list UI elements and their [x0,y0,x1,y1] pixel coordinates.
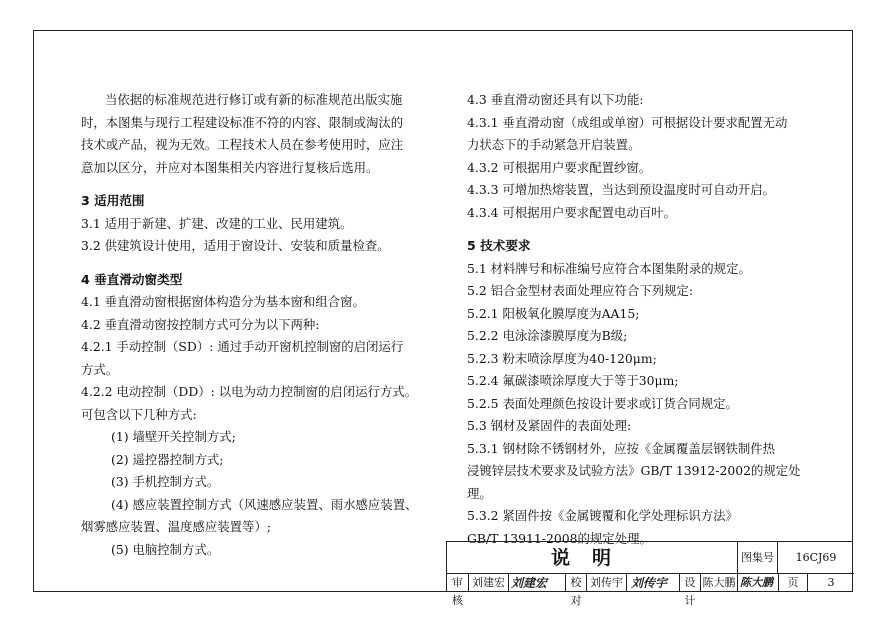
designer-signature: 陈大鹏 [740,576,773,589]
clause-line: 4.2 垂直滑动窗按控制方式可分为以下两种: [81,316,320,332]
clause-line: 5.2.1 阳极氧化膜厚度为AA15; [467,305,640,321]
section-4-heading: 4 垂直滑动窗类型 [81,271,183,287]
designer-name: 陈大鹏 [701,574,738,592]
check-label: 校对 [565,574,587,592]
clause-line: 4.3 垂直滑动窗还具有以下功能: [467,92,644,107]
clause-line: 3.1 适用于新建、扩建、改建的工业、民用建筑。 [81,215,353,231]
clause-line: 4.1 垂直滑动窗根据窗体构造分为基本窗和组合窗。 [81,294,365,309]
clause-line: 5.3.2 紧固件按《金属镀覆和化学处理标识方法》 [467,508,738,523]
clause-line: 4.2.2 电动控制（DD）: 以电为动力控制窗的启闭运行方式。 [81,384,418,399]
intro-line: 时，本图集与现行工程建设标准不符的内容、限制或淘汰的 [81,114,404,130]
clause-line: 力状态下的手动紧急开启装置。 [467,137,641,152]
clause-line: GB/T 13911-2008的规定处理。 [467,530,652,546]
drawing-title: 说明 [447,542,738,574]
clause-line: 3.2 供建筑设计使用，适用于窗设计、安装和质量检查。 [81,238,390,253]
clause-line: 5.3 钢材及紧固件的表面处理: [467,418,632,433]
clause-line: 5.2.3 粉末喷涂厚度为40-120μm; [467,350,657,366]
clause-line: 可包含以下几种方式: [81,406,197,422]
section-3-heading: 3 适用范围 [81,193,145,208]
page-label: 页 [778,574,808,592]
list-item: (5) 电脑控制方式。 [111,541,220,557]
checker-name: 刘传宇 [587,574,627,592]
intro-line: 当依据的标准规范进行修订或有新的标准规范出版实施 [105,92,403,107]
list-item: (2) 遥控器控制方式; [111,451,224,467]
list-item: (4) 感应装置控制方式（风速感应装置、雨水感应装置、 [111,496,418,512]
checker-signature: 刘传宇 [631,576,668,590]
page-number: 3 [827,576,835,589]
reviewer-signature: 刘建宏 [511,576,548,590]
clause-line: 4.3.3 可增加热熔装置，当达到预设温度时可自动开启。 [467,182,776,197]
left-column [81,89,441,561]
reviewer-name: 刘建宏 [469,574,509,592]
right-column [467,89,837,550]
title-block [446,541,853,607]
clause-line: 5.2.2 电泳涂漆膜厚度为B级; [467,328,628,343]
clause-line: 浸镀锌层技术要求及试验方法》GB/T 13912-2002的规定处 [467,463,801,478]
intro-line: 技术或产品，视为无效。工程技术人员在参考使用时，应注 [81,137,404,152]
clause-line: 理。 [467,485,492,501]
clause-line: 方式。 [81,361,119,377]
clause-line: 4.3.1 垂直滑动窗（成组或单窗）可根据设计要求配置无动 [467,114,788,130]
intro-line: 意加以区分，并应对本图集相关内容进行复核后选用。 [81,159,379,175]
clause-line: 4.3.4 可根据用户要求配置电动百叶。 [467,204,676,220]
clause-line: 4.2.1 手动控制（SD）: 通过手动开窗机控制窗的启闭运行 [81,339,404,354]
atlas-number-label: 图集号 [738,542,778,574]
list-item: (3) 手机控制方式。 [111,474,220,489]
section-5-heading: 5 技术要求 [467,238,531,253]
atlas-number: 16CJ69 [778,542,854,574]
clause-line: 4.3.2 可根据用户要求配置纱窗。 [467,159,652,175]
clause-line: 5.2 铝合金型材表面处理应符合下列规定: [467,283,694,298]
clause-line: 5.2.5 表面处理颜色按设计要求或订货合同规定。 [467,395,738,411]
list-item-continuation: 烟雾感应装置、温度感应装置等）; [81,519,272,534]
list-item: (1) 墙壁开关控制方式; [111,429,236,444]
clause-line: 5.3.1 钢材除不锈钢材外，应按《金属覆盖层钢铁制件热 [467,440,776,456]
clause-line: 5.2.4 氟碳漆喷涂厚度大于等于30μm; [467,373,679,388]
design-label: 设计 [679,574,701,592]
clause-line: 5.1 材料牌号和标准编号应符合本图集附录的规定。 [467,260,751,276]
review-label: 审核 [447,574,469,592]
